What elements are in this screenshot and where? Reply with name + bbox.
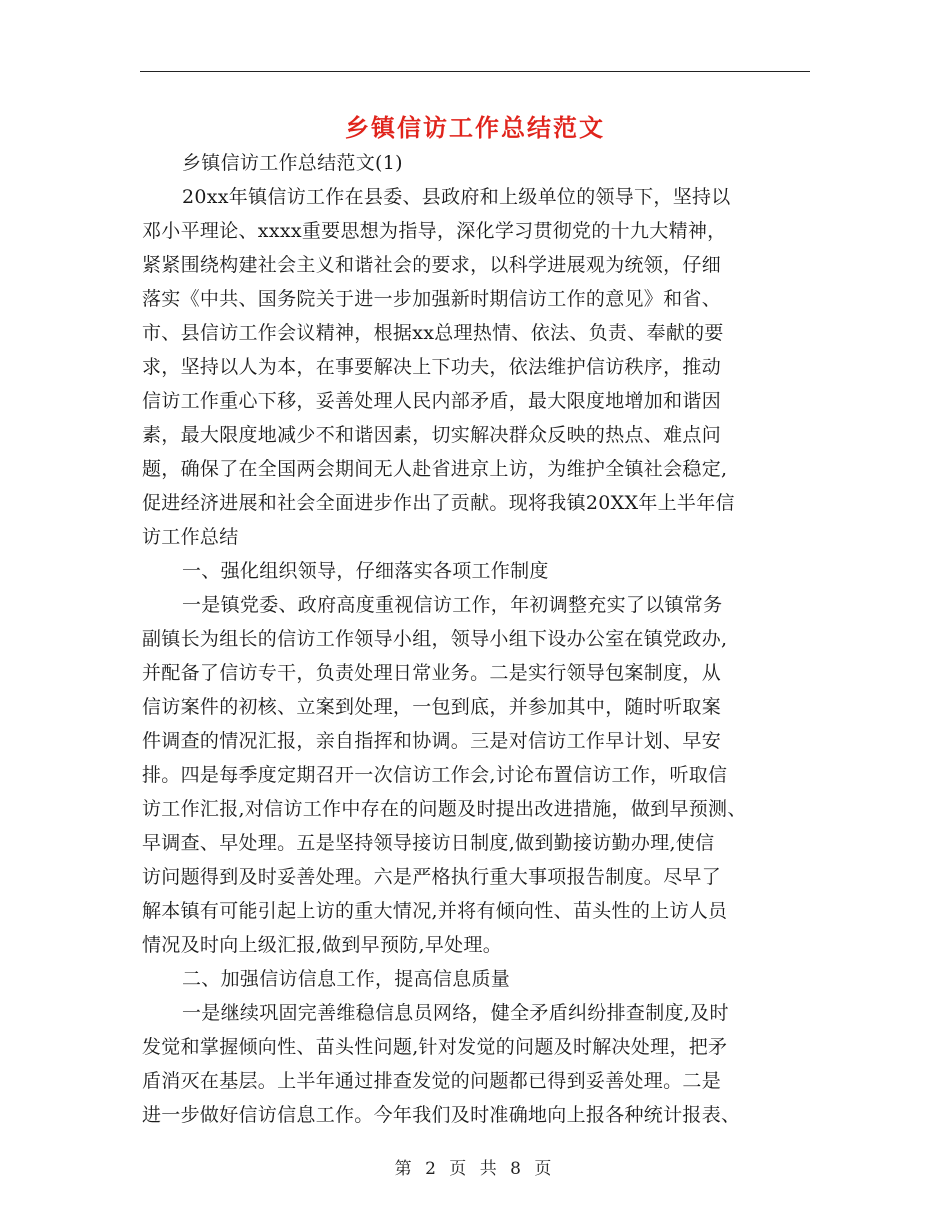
body-line: 访工作总结: [142, 526, 239, 548]
body-line: 促进经济进展和社会全面进步作出了贡献。现将我镇20XX年上半年信: [142, 492, 735, 514]
body-line: 市、县信访工作会议精神，根据xx总理热情、依法、负责、奉献的要: [142, 322, 724, 344]
body-line: 信访工作重心下移，妥善处理人民内部矛盾，最大限度地增加和谐因: [142, 390, 722, 412]
document-title: 乡镇信访工作总结范文: [345, 114, 605, 142]
body-line: 早调查、早处理。五是坚持领导接访日制度,做到勤接访勤办理,使信: [142, 832, 715, 854]
page-number: 第 2 页 共 8 页: [394, 1159, 556, 1179]
body-line: 紧紧围绕构建社会主义和谐社会的要求，以科学进展观为统领，仔细: [142, 254, 722, 276]
body-line: 一是继续巩固完善维稳信息员网络，健全矛盾纠纷排查制度,及时: [182, 1002, 729, 1024]
body-line: 落实《中共、国务院关于进一步加强新时期信访工作的意见》和省、: [142, 288, 722, 310]
body-line: 题，确保了在全国两会期间无人赴省进京上访，为维护全镇社会稳定,: [142, 458, 728, 480]
body-line: 求，坚持以人为本，在事要解决上下功夫，依法维护信访秩序，推动: [142, 356, 722, 378]
body-line: 访问题得到及时妥善处理。六是严格执行重大事项报告制度。尽早了: [142, 866, 722, 888]
body-line: 素，最大限度地减少不和谐因素，切实解决群众反映的热点、难点问: [142, 424, 722, 446]
section-heading: 一、强化组织领导，仔细落实各项工作制度: [182, 560, 549, 582]
body-line: 发觉和掌握倾向性、苗头性问题,针对发觉的问题及时解决处理，把矛: [142, 1036, 728, 1058]
body-line: 解本镇有可能引起上访的重大情况,并将有倾向性、苗头性的上访人员: [142, 900, 728, 922]
body-line: 并配备了信访专干，负责处理日常业务。二是实行领导包案制度，从: [142, 662, 722, 684]
body-line: 乡镇信访工作总结范文(1): [182, 152, 403, 174]
body-line: 情况及时向上级汇报,做到早预防,早处理。: [142, 934, 503, 956]
body-line: 访工作汇报,对信访工作中存在的问题及时提出改进措施，做到早预测、: [142, 798, 747, 820]
body-line: 20xx年镇信访工作在县委、县政府和上级单位的领导下，坚持以: [182, 186, 731, 208]
body-line: 排。四是每季度定期召开一次信访工作会,讨论布置信访工作，听取信: [142, 764, 728, 786]
header-rule: [140, 71, 810, 72]
document-body: [142, 146, 814, 1132]
section-heading: 二、加强信访信息工作，提高信息质量: [182, 968, 511, 990]
body-line: 邓小平理论、xxxx重要思想为指导，深化学习贯彻党的十九大精神，: [142, 220, 727, 242]
body-line: 件调查的情况汇报，亲自指挥和协调。三是对信访工作早计划、早安: [142, 730, 722, 752]
body-line: 盾消灭在基层。上半年通过排查发觉的问题都已得到妥善处理。二是: [142, 1070, 722, 1092]
body-line: 一是镇党委、政府高度重视信访工作，年初调整充实了以镇常务: [182, 594, 723, 616]
body-line: 信访案件的初核、立案到处理，一包到底，并参加其中，随时听取案: [142, 696, 722, 718]
body-line: 副镇长为组长的信访工作领导小组，领导小组下设办公室在镇党政办,: [142, 628, 728, 650]
body-line: 进一步做好信访信息工作。今年我们及时准确地向上报各种统计报表、: [142, 1104, 741, 1126]
